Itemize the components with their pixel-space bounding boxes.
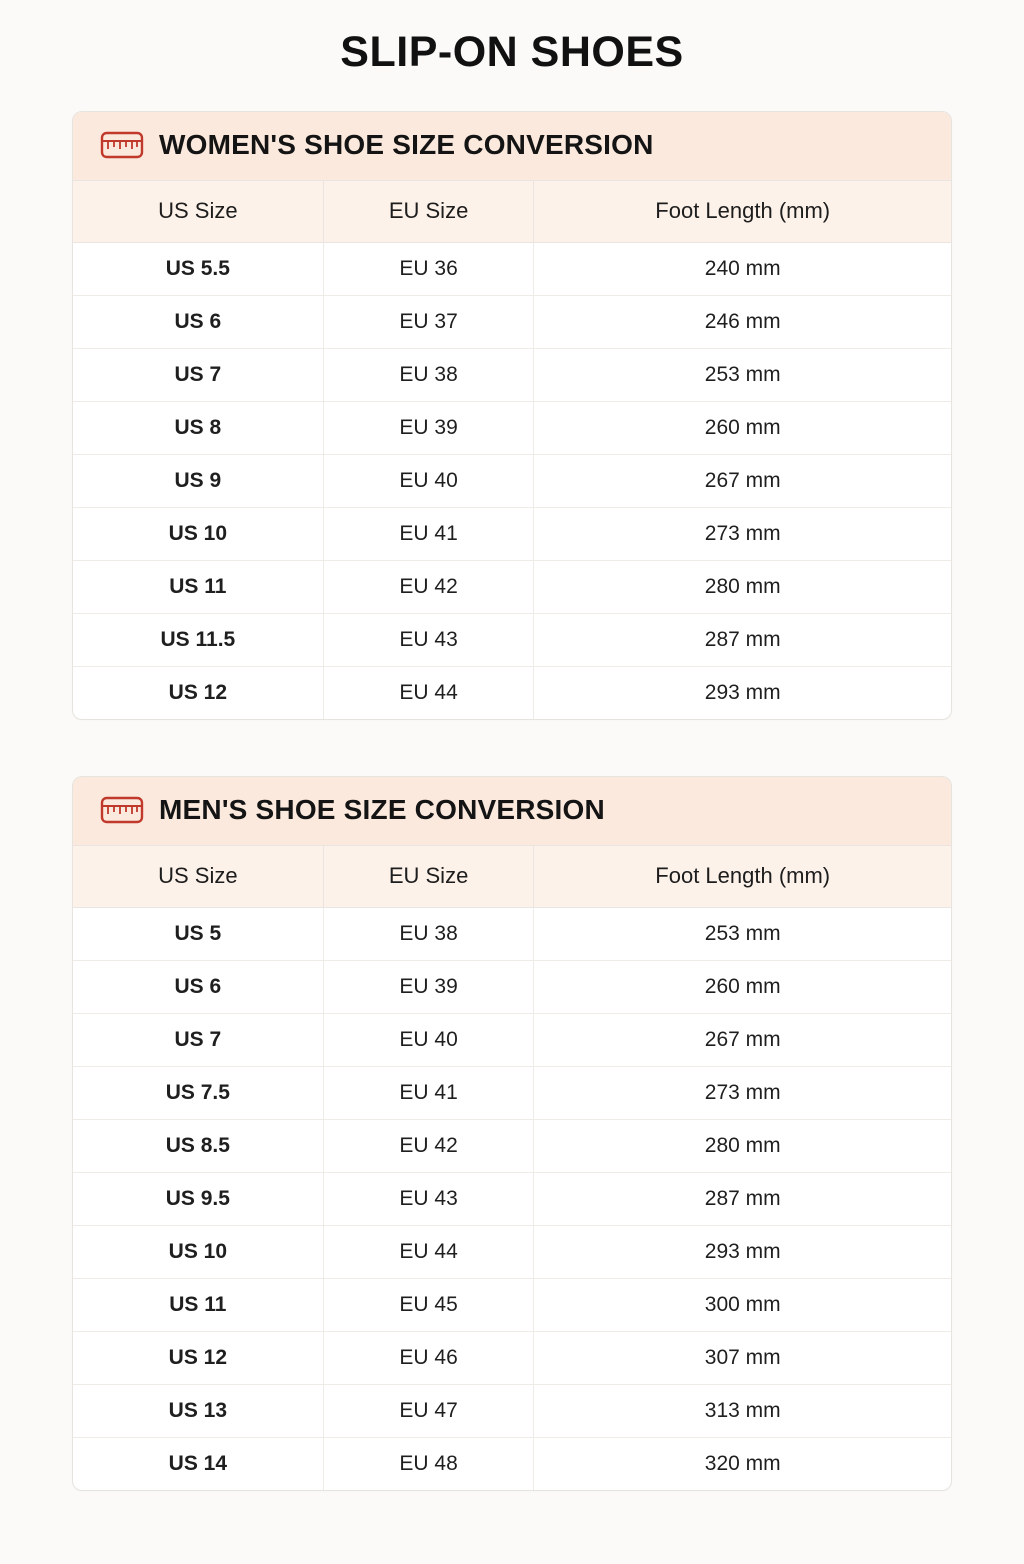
table-header-row <box>73 181 951 243</box>
table-row <box>73 1067 951 1120</box>
cell-us-size: US 11.5 <box>73 614 323 667</box>
mens-size-card <box>72 776 952 1491</box>
cell-foot-length: 287 mm <box>534 614 951 667</box>
cell-us-size: US 6 <box>73 296 323 349</box>
table-row <box>73 1438 951 1491</box>
cell-eu-size: EU 39 <box>323 961 534 1014</box>
column-header-eu: EU Size <box>323 846 534 908</box>
size-chart-page <box>0 28 1024 1564</box>
cell-us-size: US 5 <box>73 908 323 961</box>
table-row <box>73 243 951 296</box>
column-header-foot-length: Foot Length (mm) <box>534 846 951 908</box>
cell-us-size: US 7 <box>73 1014 323 1067</box>
cell-eu-size: EU 38 <box>323 349 534 402</box>
table-row <box>73 667 951 720</box>
womens-card-title: WOMEN'S SHOE SIZE CONVERSION <box>159 129 654 160</box>
cell-us-size: US 11 <box>73 561 323 614</box>
cell-us-size: US 11 <box>73 1279 323 1332</box>
cell-eu-size: EU 41 <box>323 508 534 561</box>
cell-foot-length: 253 mm <box>534 908 951 961</box>
cell-eu-size: EU 39 <box>323 402 534 455</box>
cell-foot-length: 267 mm <box>534 455 951 508</box>
cell-eu-size: EU 42 <box>323 561 534 614</box>
mens-card-title: MEN'S SHOE SIZE CONVERSION <box>159 794 605 825</box>
cell-eu-size: EU 43 <box>323 614 534 667</box>
column-header-us: US Size <box>73 846 323 908</box>
cell-foot-length: 287 mm <box>534 1173 951 1226</box>
cell-us-size: US 6 <box>73 961 323 1014</box>
cell-us-size: US 12 <box>73 667 323 720</box>
cell-eu-size: EU 38 <box>323 908 534 961</box>
table-row <box>73 1279 951 1332</box>
cell-eu-size: EU 44 <box>323 667 534 720</box>
cell-eu-size: EU 43 <box>323 1173 534 1226</box>
womens-size-table <box>73 180 951 719</box>
column-header-foot-length: Foot Length (mm) <box>534 181 951 243</box>
table-row <box>73 455 951 508</box>
cell-foot-length: 246 mm <box>534 296 951 349</box>
cell-us-size: US 5.5 <box>73 243 323 296</box>
cell-foot-length: 320 mm <box>704 1452 781 1475</box>
cell-foot-length: 260 mm <box>534 402 951 455</box>
cell-eu-size: EU 36 <box>323 243 534 296</box>
table-row <box>73 349 951 402</box>
table-row <box>73 296 951 349</box>
cell-foot-length: 267 mm <box>534 1014 951 1067</box>
cell-eu-size: EU 40 <box>323 455 534 508</box>
cell-foot-length: 260 mm <box>534 961 951 1014</box>
cell-us-size: US 14 <box>73 1438 323 1491</box>
page-title: SLIP-ON SHOES <box>340 28 684 76</box>
cell-eu-size: EU 48 <box>323 1438 534 1491</box>
table-row <box>73 402 951 455</box>
cell-us-size: US 7 <box>73 349 323 402</box>
cell-us-size: US 10 <box>73 508 323 561</box>
womens-size-card <box>72 111 952 720</box>
womens-card-header <box>73 112 951 180</box>
cell-foot-length: 307 mm <box>534 1332 951 1385</box>
mens-card-header <box>73 777 951 845</box>
table-row <box>73 908 951 961</box>
table-row <box>73 1332 951 1385</box>
cell-foot-length: 240 mm <box>534 243 951 296</box>
cell-us-size: US 13 <box>73 1385 323 1438</box>
cell-eu-size: EU 41 <box>323 1067 534 1120</box>
cell-foot-length: 253 mm <box>534 349 951 402</box>
cell-foot-length: 313 mm <box>534 1385 951 1438</box>
cell-foot-length: 300 mm <box>534 1279 951 1332</box>
table-row <box>73 1014 951 1067</box>
cell-foot-length: 273 mm <box>534 508 951 561</box>
cell-us-size: US 12 <box>73 1332 323 1385</box>
cell-us-size: US 8.5 <box>73 1120 323 1173</box>
ruler-icon <box>99 795 145 825</box>
column-header-eu: EU Size <box>323 181 534 243</box>
table-row <box>73 614 951 667</box>
cell-us-size: US 7.5 <box>73 1067 323 1120</box>
cell-eu-size: EU 40 <box>323 1014 534 1067</box>
cell-eu-size: EU 47 <box>323 1385 534 1438</box>
cell-eu-size: EU 45 <box>323 1279 534 1332</box>
ruler-icon <box>99 130 145 160</box>
table-header-row <box>73 846 951 908</box>
table-row <box>73 961 951 1014</box>
cell-foot-length: 293 mm <box>704 681 781 704</box>
cell-foot-length: 280 mm <box>534 561 951 614</box>
cell-foot-length: 273 mm <box>534 1067 951 1120</box>
cell-us-size: US 10 <box>73 1226 323 1279</box>
table-row <box>73 1120 951 1173</box>
cell-foot-length: 293 mm <box>534 1226 951 1279</box>
cell-eu-size: EU 44 <box>323 1226 534 1279</box>
cell-us-size: US 9 <box>73 455 323 508</box>
table-row <box>73 1385 951 1438</box>
cell-foot-length: 280 mm <box>534 1120 951 1173</box>
column-header-us: US Size <box>73 181 323 243</box>
cell-eu-size: EU 46 <box>323 1332 534 1385</box>
table-row <box>73 508 951 561</box>
table-row <box>73 1226 951 1279</box>
cell-eu-size: EU 42 <box>323 1120 534 1173</box>
mens-size-table <box>73 845 951 1490</box>
table-row <box>73 1173 951 1226</box>
cell-us-size: US 9.5 <box>73 1173 323 1226</box>
cell-us-size: US 8 <box>73 402 323 455</box>
cell-eu-size: EU 37 <box>323 296 534 349</box>
table-row <box>73 561 951 614</box>
